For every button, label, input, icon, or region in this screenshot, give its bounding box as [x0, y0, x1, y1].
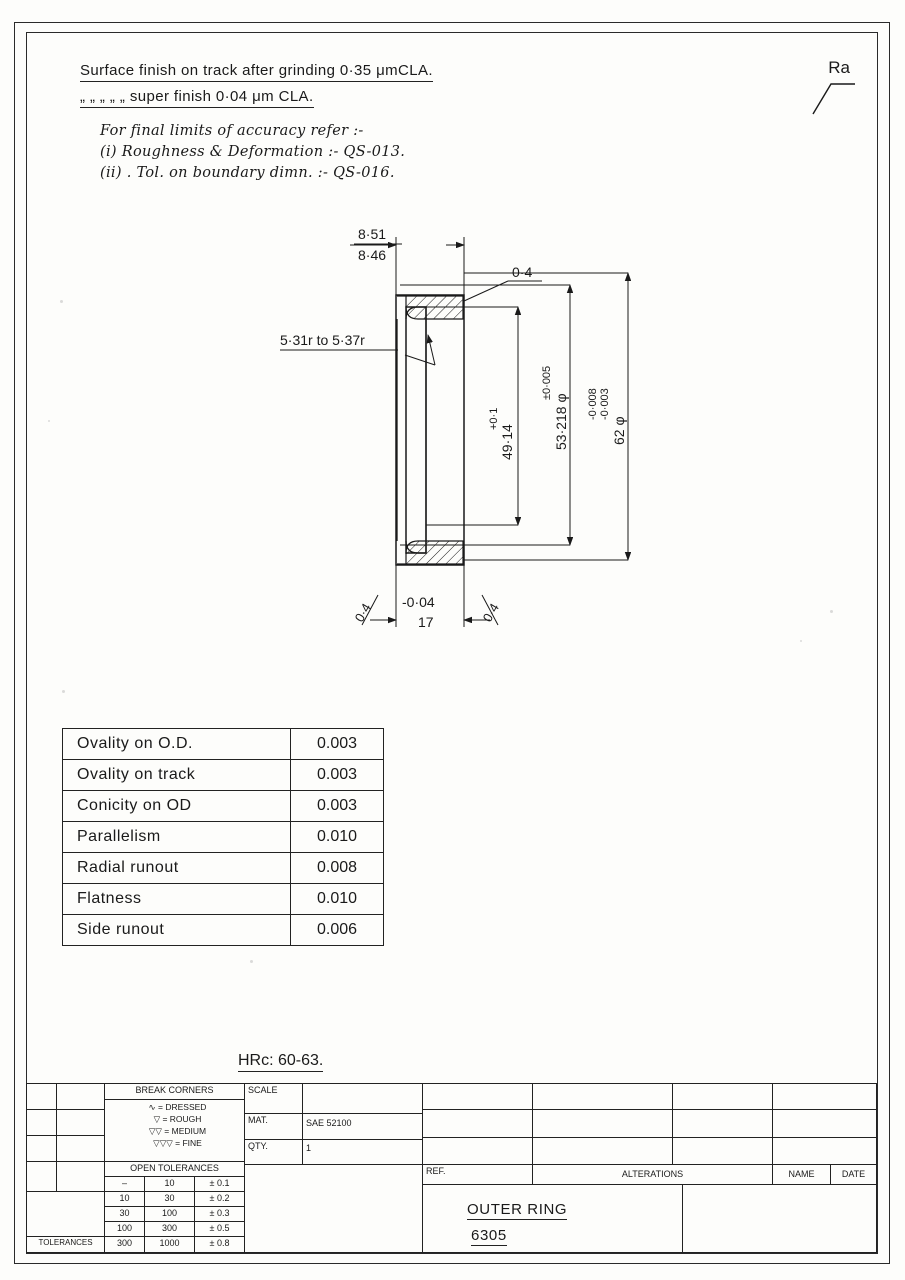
chamfer-right-text: 0·4 — [479, 600, 502, 625]
dim-bore-tol-text: +0·1 — [488, 407, 500, 430]
dim-width-tol-text: -0·04 — [402, 594, 435, 610]
tb-blank-cell — [27, 1084, 57, 1110]
tb-blank-cell — [27, 1162, 57, 1192]
table-row — [63, 884, 384, 915]
alteration-cell — [773, 1138, 877, 1165]
tb-blank-cell — [57, 1110, 105, 1136]
mat-label: MAT. — [245, 1114, 303, 1140]
ra-symbol-label: Ra — [828, 58, 850, 77]
surface-finish-tick-icon — [811, 82, 857, 116]
note-accuracy-roughness: (i) Roughness & Deformation :- QS-013. — [100, 144, 406, 160]
tolerances-label: TOLERANCES — [27, 1237, 105, 1253]
finish-symbol-dressed: ∿ = DRESSED — [148, 1102, 207, 1112]
open-tol-value: ± 0.8 — [195, 1237, 245, 1253]
open-tol-value: ± 0.5 — [195, 1222, 245, 1237]
tolerance-value: 0.008 — [291, 853, 384, 884]
dim-track-tol-text: ±0·005 — [541, 365, 553, 400]
alteration-cell — [673, 1110, 773, 1138]
name-label: NAME — [773, 1165, 831, 1185]
alteration-cell — [533, 1084, 673, 1110]
dim-bore-text: 49·14 — [499, 424, 515, 460]
open-tol-to: 300 — [145, 1222, 195, 1237]
ref-label: REF. — [423, 1165, 533, 1185]
open-tol-from: 300 — [105, 1237, 145, 1253]
dim-width-top-upper-text: 8·51 — [358, 226, 387, 242]
note-surface-finish-grinding: Surface finish on track after grinding 0·35 μmCLA. — [80, 62, 433, 82]
alteration-cell — [423, 1138, 533, 1165]
date-label: DATE — [831, 1165, 877, 1185]
tb-blank-cell — [57, 1162, 105, 1192]
scale-value — [303, 1084, 423, 1114]
paper-speck — [800, 640, 802, 642]
paper-speck — [48, 420, 50, 422]
open-tol-from: 30 — [105, 1207, 145, 1222]
open-tol-to: 10 — [145, 1177, 195, 1192]
tolerance-label: Radial runout — [63, 853, 291, 884]
tolerance-label: Ovality on track — [63, 760, 291, 791]
qty-label: QTY. — [245, 1140, 303, 1165]
open-tol-to: 30 — [145, 1192, 195, 1207]
open-tol-to: 100 — [145, 1207, 195, 1222]
dim-track-text: 53·218 φ — [553, 393, 569, 450]
finish-symbol-list — [105, 1100, 245, 1162]
part-name: OUTER RING — [467, 1201, 568, 1218]
paper-speck — [60, 300, 63, 303]
paper-speck — [250, 960, 253, 963]
alteration-cell — [423, 1084, 533, 1110]
open-tol-value: ± 0.2 — [195, 1192, 245, 1207]
tolerance-value: 0.003 — [291, 729, 384, 760]
tolerance-value: 0.010 — [291, 822, 384, 853]
dim-width-text: 17 — [418, 614, 434, 630]
alteration-cell — [533, 1138, 673, 1165]
open-tol-value: ± 0.3 — [195, 1207, 245, 1222]
tolerance-value: 0.006 — [291, 915, 384, 946]
open-tol-from: 10 — [105, 1192, 145, 1207]
open-tol-from: – — [105, 1177, 145, 1192]
open-tol-from: 100 — [105, 1222, 145, 1237]
open-tolerances-header: OPEN TOLERANCES — [105, 1162, 245, 1177]
table-row — [63, 760, 384, 791]
tolerance-label: Parallelism — [63, 822, 291, 853]
open-tol-value: ± 0.1 — [195, 1177, 245, 1192]
tolerance-label: Flatness — [63, 884, 291, 915]
outer-ring-cross-section-drawing — [250, 215, 710, 685]
geometric-tolerance-table — [62, 728, 384, 946]
tb-blank-cell — [57, 1084, 105, 1110]
hardness-note: HRc: 60-63. — [238, 1052, 323, 1072]
finish-symbol-fine: ▽▽▽ = FINE — [153, 1138, 202, 1148]
radius-note-text: 5·31r to 5·37r — [280, 332, 365, 348]
note-surface-finish-super: „ „ „ „ „ super finish 0·04 μm CLA. — [80, 88, 314, 108]
tb-blank-cell — [683, 1185, 877, 1253]
paper-speck — [830, 610, 833, 613]
table-row — [63, 915, 384, 946]
tb-blank-cell — [27, 1136, 57, 1162]
alteration-cell — [673, 1084, 773, 1110]
tolerance-label: Side runout — [63, 915, 291, 946]
tolerance-value: 0.003 — [291, 760, 384, 791]
tb-blank-cell — [57, 1136, 105, 1162]
table-row — [63, 729, 384, 760]
dim-od-text: 62 φ — [611, 416, 627, 445]
break-corners-header: BREAK CORNERS — [105, 1084, 245, 1100]
part-identification-cell — [423, 1185, 683, 1253]
table-row — [63, 853, 384, 884]
tolerance-label: Ovality on O.D. — [63, 729, 291, 760]
alteration-cell — [423, 1110, 533, 1138]
tolerance-label: Conicity on OD — [63, 791, 291, 822]
finish-symbol-medium: ▽▽ = MEDIUM — [148, 1126, 207, 1136]
scale-label: SCALE — [245, 1084, 303, 1114]
note-accuracy-intro: For final limits of accuracy refer :- — [100, 123, 364, 139]
table-row — [63, 822, 384, 853]
tolerance-value: 0.003 — [291, 791, 384, 822]
dim-width-top-lower-text: 8·46 — [358, 247, 387, 263]
title-block — [26, 1083, 877, 1253]
chamfer-left-text: 0·4 — [351, 600, 374, 625]
tb-blank-cell — [27, 1192, 105, 1237]
dim-od-tol-upper-text: -0·003 — [599, 388, 611, 420]
chamfer-top-text: 0·4 — [512, 264, 533, 280]
open-tol-to: 1000 — [145, 1237, 195, 1253]
paper-speck — [62, 690, 65, 693]
tb-blank-cell — [245, 1165, 423, 1253]
alterations-label: ALTERATIONS — [533, 1165, 773, 1185]
alteration-cell — [773, 1084, 877, 1110]
alteration-cell — [533, 1110, 673, 1138]
dim-od-tol-lower-text: -0·008 — [587, 388, 599, 420]
table-row — [63, 791, 384, 822]
finish-symbol-rough: ▽ = ROUGH — [153, 1114, 202, 1124]
qty-value: 1 — [303, 1140, 423, 1165]
part-number: 6305 — [471, 1227, 507, 1244]
note-accuracy-boundary: (ii) . Tol. on boundary dimn. :- QS-016. — [100, 165, 395, 181]
tolerance-value: 0.010 — [291, 884, 384, 915]
tb-blank-cell — [27, 1110, 57, 1136]
alteration-cell — [773, 1110, 877, 1138]
mat-value: SAE 52100 — [303, 1114, 423, 1140]
alteration-cell — [673, 1138, 773, 1165]
